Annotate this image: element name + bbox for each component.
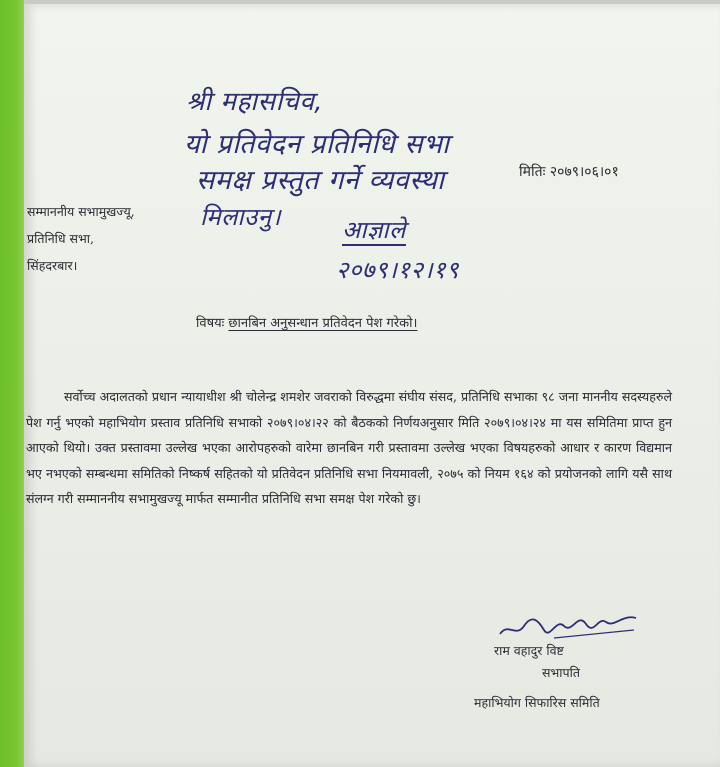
letter-body: सर्वोच्च अदालतको प्रधान न्यायाधीश श्री चोलेन्द्र शमशेर जवराको विरुद्धमा संघीय संसद, प्रतिनिधि सभाका ९८ जना माननीय सदस्यहरुले पेश गर्नु भएको महाभियोग प्रस्ताव प्रतिनिधि सभाको २०७९।०४।२२ को बैठकको निर्णयअनुसार मिति २०७९।०४।२४ मा यस समितिमा प्राप्त हुन आएको थियो। उक्त प्रस्तावमा उल्लेख भएका आरोपहरुको वारेमा छानबिन गरी प्रस्तावमा उल्लेख भएका विषयहरुको आधार र कारण विद्यमान भए नभएको सम्बन्धमा समितिको निष्कर्ष सहितको यो प्रतिवेदन प्रतिनिधि सभा नियमावली, २०७५ को नियम १६४ को प्रयोजनको लागि यसै साथ संलग्न गरी सम्माननीय सभामुखज्यू मार्फत सम्मानीत प्रतिनिधि सभा समक्ष पेश गरेको छु। bbox=[26, 389, 672, 507]
recipient-address bbox=[27, 198, 135, 279]
subject-prefix: विषयः bbox=[196, 316, 225, 331]
signer-title: सभापति bbox=[542, 665, 580, 680]
address-line-1: सम्माननीय सभामुखज्यू, bbox=[27, 204, 135, 219]
letter-date: मितिः २०७९।०६।०१ bbox=[519, 164, 619, 180]
signature-block bbox=[474, 640, 600, 714]
handwritten-line-2: यो प्रतिवेदन प्रतिनिधि सभा bbox=[184, 129, 450, 160]
handwritten-line-3: समक्ष प्रस्तुत गर्ने व्यवस्था bbox=[196, 165, 445, 196]
subject-text: छानबिन अनुसन्धान प्रतिवेदन पेश गरेको। bbox=[228, 316, 418, 331]
handwritten-signature: आज्ञाले bbox=[342, 216, 406, 244]
address-line-3: सिंहदरबार। bbox=[27, 258, 78, 273]
green-binder-edge bbox=[0, 0, 24, 767]
handwritten-date: २०७९।१२।१९ bbox=[336, 256, 460, 284]
signer-name: राम वहादुर विष्ट bbox=[494, 643, 564, 658]
ink-signature bbox=[494, 600, 644, 644]
handwritten-line-4: मिलाउनु। bbox=[200, 203, 282, 231]
committee-name: महाभियोग सिफारिस समिति bbox=[474, 695, 600, 710]
handwritten-line-1: श्री महासचिव, bbox=[186, 87, 324, 117]
subject-line bbox=[196, 313, 417, 331]
address-line-2: प्रतिनिधि सभा, bbox=[27, 231, 94, 246]
